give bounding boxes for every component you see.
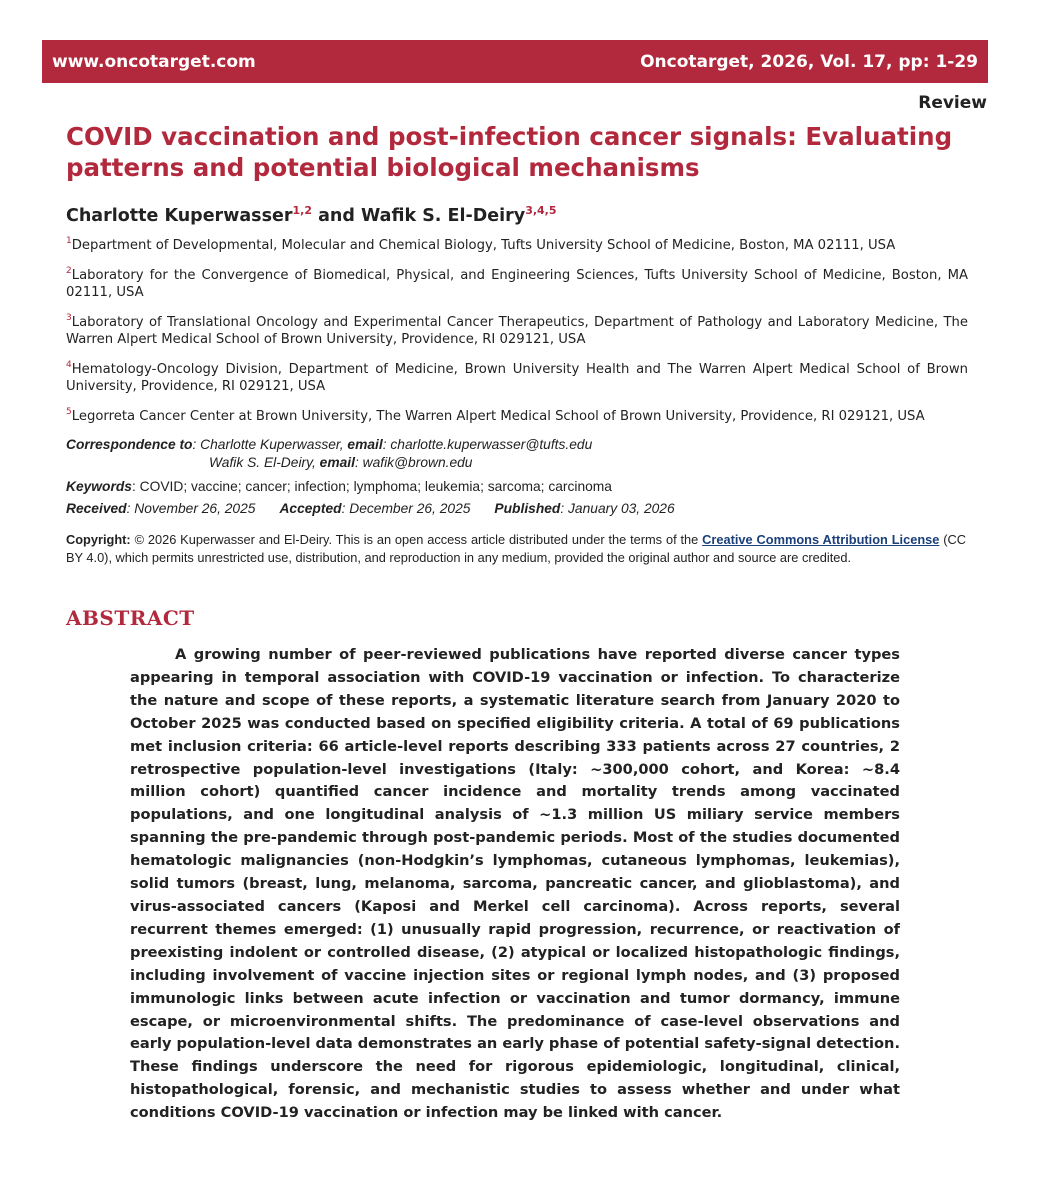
accepted-value: December 26, 2025 — [349, 501, 471, 516]
author-joiner: and — [312, 205, 361, 226]
correspondence-email[interactable]: charlotte.kuperwasser@tufts.edu — [390, 437, 593, 452]
abstract-heading: ABSTRACT — [66, 606, 195, 630]
author-affil-sup: 3,4,5 — [525, 204, 557, 217]
journal-header-bar — [42, 40, 988, 83]
email-label: email — [347, 437, 383, 452]
keywords-value: COVID; vaccine; cancer; infection; lymphoma; leukemia; sarcoma; carcinoma — [139, 479, 612, 494]
affiliation-number: 4 — [66, 359, 72, 370]
affiliation-list — [66, 233, 968, 433]
affiliation-item — [66, 263, 968, 302]
correspondence-line: Wafik S. El-Deiry, email: wafik@brown.edu — [209, 455, 473, 470]
affiliation-text: Laboratory for the Convergence of Biomedical, Physical, and Engineering Sciences, Tufts University School of Medicine, Boston, MA 02111, USA — [66, 267, 968, 300]
affiliation-text: Department of Developmental, Molecular and Chemical Biology, Tufts University School of Medicine, Boston, MA 02111, USA — [71, 238, 896, 253]
published-date: Published: January 03, 2026 — [494, 501, 675, 516]
affiliation-number: 5 — [66, 406, 72, 417]
accepted-date: Accepted: December 26, 2025 — [279, 501, 471, 516]
affiliation-number: 1 — [66, 236, 72, 246]
abstract-body: A growing number of peer-reviewed publications have reported diverse cancer types appearing in temporal association with COVID-19 vaccination or infection. To characterize the nature and scope of these reports, a systematic literature search from January 2020 to October 2025 was conducted based on specified eligibility criteria. A total of 69 publications met inclusion criteria: 66 article-level reports describing 333 patients across 27 countries, 2 retrospective population-level investigations (Italy: ~300,000 cohort, and Korea: ~8.4 million cohort) quantified cancer incidence and mortality trends among vaccinated populations, and one longitudinal analysis of ~1.3 million US miliary service members spanning the pre-pandemic through post-pandemic periods. Most of the studies documented hematologic malignancies (non-Hodgkin’s lymphomas, cutaneous lymphomas, leukemias), solid tumors (breast, lung, melanoma, sarcoma, pancreatic cancer, and glioblastoma), and virus-associated cancers (Kaposi and Merkel cell carcinoma). Across reports, several recurrent themes emerged: (1) unusually rapid progression, recurrence, or reactivation of preexisting indolent or controlled disease, (2) atypical or localized histopathologic findings, including involvement of vaccine injection sites or regional lymph nodes, and (3) proposed immunologic links between acute infection or vaccination and tumor dormancy, immune escape, or microenvironmental shifts. The predominance of case-level observations and early population-level data demonstrates an early phase of potential safety-signal detection. These findings underscore the need for rigorous epidemiologic, longitudinal, clinical, histopathological, forensic, and mechanistic studies to assess whether and under what conditions COVID-19 vaccination or infection may be linked with cancer. — [130, 646, 900, 1122]
license-link[interactable]: Creative Commons Attribution License — [702, 532, 940, 547]
received-value: November 26, 2025 — [134, 501, 256, 516]
author-name: Wafik S. El-Deiry — [361, 205, 526, 226]
copyright-text: © 2026 Kuperwasser and El-Deiry. This is an open access article distributed under the terms of the — [134, 532, 703, 547]
author-name: Charlotte Kuperwasser — [66, 205, 293, 226]
copyright-text-end: (CC BY 4.0), which permits unrestricted use, distribution, and reproduction in any medium, provided the original author and source are credited. — [66, 532, 966, 565]
author-affil-sup: 1,2 — [292, 204, 313, 217]
article-title: COVID vaccination and post-infection cancer signals: Evaluating patterns and potential biological mechanisms — [66, 122, 953, 182]
article-metadata — [66, 436, 966, 518]
correspondence-label: Correspondence to — [66, 437, 193, 452]
keywords-line: Keywords: COVID; vaccine; cancer; infection; lymphoma; leukemia; sarcoma; carcinoma — [66, 479, 612, 494]
correspondence-name: Charlotte Kuperwasser — [200, 437, 340, 452]
affiliation-number: 3 — [66, 312, 72, 323]
received-label: Received — [66, 501, 127, 516]
affiliation-text: Hematology-Oncology Division, Department of Medicine, Brown University Health and The Warren Alpert Medical School of Brown University, Providence, RI 029121, USA — [66, 361, 968, 394]
copyright-label: Copyright: — [66, 532, 131, 547]
affiliation-item — [66, 310, 968, 349]
journal-citation: Oncotarget, 2026, Vol. 17, pp: 1-29 — [640, 51, 978, 72]
accepted-label: Accepted — [279, 501, 342, 516]
published-label: Published — [494, 501, 561, 516]
correspondence-name: Wafik S. El-Deiry — [209, 455, 312, 470]
copyright-notice — [66, 531, 966, 566]
email-label: email — [319, 455, 355, 470]
correspondence-line: Correspondence to: Charlotte Kuperwasser, email: charlotte.kuperwasser@tufts.edu — [66, 437, 593, 452]
affiliation-text: Laboratory of Translational Oncology and Experimental Cancer Therapeutics, Department of Pathology and Laboratory Medicine, The Warren Alpert Medical School of Brown University, Providence, RI 029121, USA — [66, 314, 968, 347]
affiliation-item — [66, 357, 968, 396]
journal-url[interactable]: www.oncotarget.com — [52, 51, 256, 72]
affiliation-text: Legorreta Cancer Center at Brown University, The Warren Alpert Medical School of Brown University, Providence, RI 029121, USA — [71, 408, 925, 424]
affiliation-item — [66, 404, 968, 426]
keywords-label: Keywords — [66, 479, 132, 494]
correspondence-email[interactable]: wafik@brown.edu — [362, 455, 473, 470]
dates-line — [66, 500, 966, 518]
article-type-label: Review — [918, 93, 987, 113]
affiliation-number: 2 — [66, 265, 72, 276]
affiliation-item — [66, 233, 968, 255]
received-date: Received: November 26, 2025 — [66, 501, 256, 516]
author-list — [66, 204, 557, 226]
published-value: January 03, 2026 — [568, 501, 675, 516]
